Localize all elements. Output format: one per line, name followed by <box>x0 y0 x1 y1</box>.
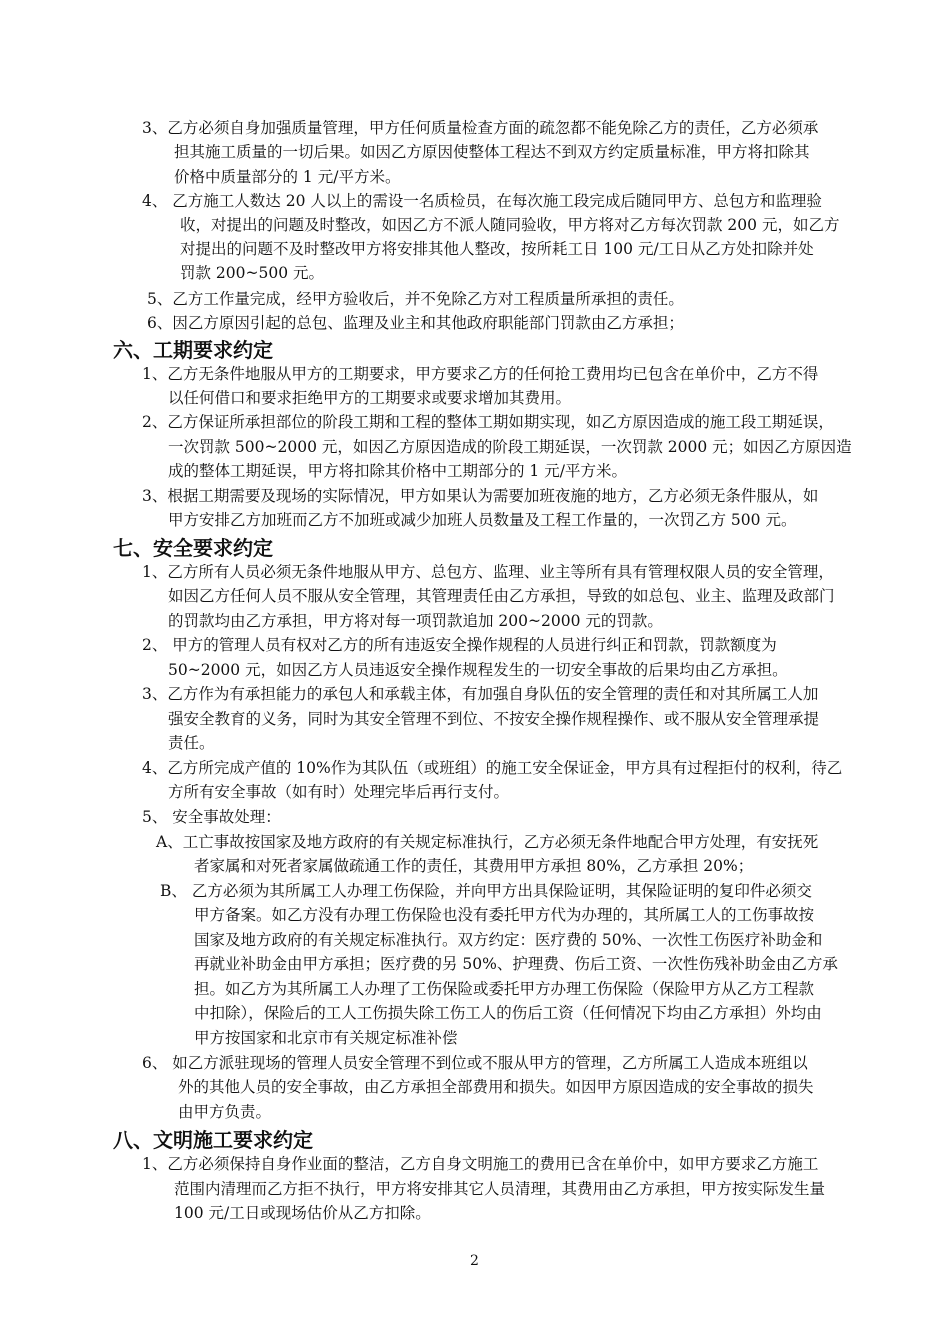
paragraph-line: 担其施工质量的一切后果。如因乙方原因使整体工程达不到双方约定质量标准，甲方将扣除其 <box>174 143 810 161</box>
paragraph-line: A、工亡事故按国家及地方政府的有关规定标准执行，乙方必须无条件地配合甲方处理，有安抚死 <box>156 833 819 851</box>
paragraph-line: 成的整体工期延误，甲方将扣除其价格中工期部分的 1 元/平方米。 <box>168 462 627 480</box>
paragraph-line: 6、 如乙方派驻现场的管理人员安全管理不到位或不服从甲方的管理，乙方所属工人造成本班组以 <box>142 1054 808 1072</box>
paragraph-line: 5、乙方工作量完成，经甲方验收后，并不免除乙方对工程质量所承担的责任。 <box>147 290 684 308</box>
paragraph-line: 的罚款均由乙方承担，甲方将对每一项罚款追加 200~2000 元的罚款。 <box>168 612 663 630</box>
section-heading: 七、安全要求约定 <box>113 536 273 560</box>
paragraph-line: B、 乙方必须为其所属工人办理工伤保险，并向甲方出具保险证明，其保险证明的复印件必须交 <box>160 882 812 900</box>
section-heading: 八、文明施工要求约定 <box>113 1128 313 1152</box>
paragraph-line: 50~2000 元，如因乙方人员违返安全操作规程发生的一切安全事故的后果均由乙方承担。 <box>168 661 788 679</box>
section-heading: 六、工期要求约定 <box>113 338 273 362</box>
paragraph-line: 收，对提出的问题及时整改，如因乙方不派人随同验收，甲方将对乙方每次罚款 200 元，如乙方 <box>180 216 840 234</box>
paragraph-line: 1、乙方必须保持自身作业面的整洁，乙方自身文明施工的费用已含在单价中，如甲方要求乙方施工 <box>142 1155 819 1173</box>
paragraph-line: 外的其他人员的安全事故，由乙方承担全部费用和损失。如因甲方原因造成的安全事故的损失 <box>178 1078 814 1096</box>
page-number: 2 <box>470 1253 479 1269</box>
paragraph-line: 再就业补助金由甲方承担；医疗费的另 50%、护理费、伤后工资、一次性伤残补助金由乙方承 <box>194 955 838 973</box>
paragraph-line: 甲方按国家和北京市有关规定标准补偿 <box>194 1029 458 1047</box>
paragraph-line: 责任。 <box>168 734 215 752</box>
paragraph-line: 强安全教育的义务，同时为其安全管理不到位、不按安全操作规程操作、或不服从安全管理承提 <box>168 710 820 728</box>
paragraph-line: 者家属和对死者家属做疏通工作的责任，其费用甲方承担 80%，乙方承担 20%； <box>194 857 754 875</box>
paragraph-line: 3、乙方必须自身加强质量管理，甲方任何质量检查方面的疏忽都不能免除乙方的责任，乙方必须承 <box>142 119 819 137</box>
paragraph-line: 由甲方负责。 <box>178 1103 272 1121</box>
paragraph-line: 担。如乙方为其所属工人办理了工伤保险或委托甲方办理工伤保险（保险甲方从乙方工程款 <box>194 980 815 998</box>
paragraph-line: 中扣除），保险后的工人工伤损失除工伤工人的伤后工资（任何情况下均由乙方承担）外均由 <box>194 1004 822 1022</box>
paragraph-line: 如因乙方任何人员不服从安全管理，其管理责任由乙方承担，导致的如总包、业主、监理及政部门 <box>168 587 835 605</box>
paragraph-line: 100 元/工日或现场估价从乙方扣除。 <box>174 1204 431 1222</box>
paragraph-line: 罚款 200~500 元。 <box>180 264 325 282</box>
paragraph-line: 4、乙方所完成产值的 10%作为其队伍（或班组）的施工安全保证金，甲方具有过程拒付的权利，待乙 <box>142 759 843 777</box>
paragraph-line: 价格中质量部分的 1 元/平方米。 <box>174 168 401 186</box>
paragraph-line: 以任何借口和要求拒绝甲方的工期要求或要求增加其费用。 <box>168 389 572 407</box>
paragraph-line: 甲方安排乙方加班而乙方不加班或减少加班人员数量及工程工作量的，一次罚乙方 500 元。 <box>168 511 797 529</box>
paragraph-line: 4、 乙方施工人数达 20 人以上的需设一名质检员，在每次施工段完成后随同甲方、总包方和监理验 <box>142 192 822 210</box>
paragraph-line: 2、 甲方的管理人员有权对乙方的所有违返安全操作规程的人员进行纠正和罚款，罚款额度为 <box>142 636 777 654</box>
paragraph-line: 6、因乙方原因引起的总包、监理及业主和其他政府职能部门罚款由乙方承担； <box>147 314 684 332</box>
paragraph-line: 国家及地方政府的有关规定标准执行。双方约定：医疗费的 50%、一次性工伤医疗补助金和 <box>194 931 823 949</box>
paragraph-line: 1、乙方无条件地服从甲方的工期要求，甲方要求乙方的任何抢工费用均已包含在单价中，乙方不得 <box>142 365 819 383</box>
paragraph-line: 甲方备案。如乙方没有办理工伤保险也没有委托甲方代为办理的，其所属工人的工伤事故按 <box>194 906 815 924</box>
paragraph-line: 3、根据工期需要及现场的实际情况，甲方如果认为需要加班夜施的地方，乙方必须无条件服从，如 <box>142 487 819 505</box>
paragraph-line: 1、乙方所有人员必须无条件地服从甲方、总包方、监理、业主等所有具有管理权限人员的安全管理， <box>142 563 834 581</box>
paragraph-line: 方所有安全事故（如有时）处理完毕后再行支付。 <box>168 783 510 801</box>
paragraph-line: 对提出的问题不及时整改甲方将安排其他人整改，按所耗工日 100 元/工日从乙方处扣除并处 <box>180 240 814 258</box>
paragraph-line: 3、乙方作为有承担能力的承包人和承载主体，有加强自身队伍的安全管理的责任和对其所属工人加 <box>142 685 819 703</box>
paragraph-line: 2、乙方保证所承担部位的阶段工期和工程的整体工期如期实现，如乙方原因造成的施工段工期延误， <box>142 413 834 431</box>
paragraph-line: 范围内清理而乙方拒不执行，甲方将安排其它人员清理，其费用由乙方承担，甲方按实际发生量 <box>174 1180 826 1198</box>
paragraph-line: 5、 安全事故处理： <box>142 808 281 826</box>
paragraph-line: 一次罚款 500~2000 元，如因乙方原因造成的阶段工期延误，一次罚款 2000 元；如因乙方原因造 <box>168 438 852 456</box>
